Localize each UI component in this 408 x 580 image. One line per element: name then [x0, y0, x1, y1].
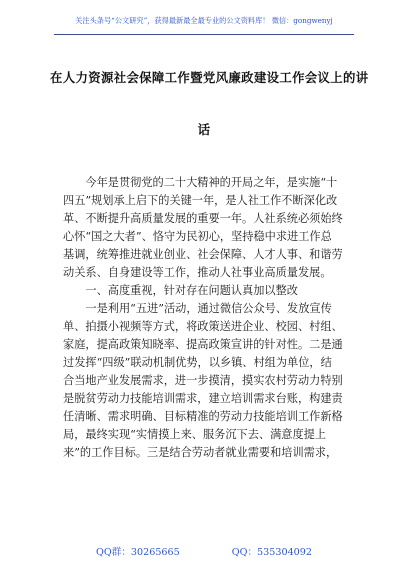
body-line: 局，最终实现“实情摸上来、服务沉下去、满意度提上: [63, 428, 327, 441]
section-heading: 一、高度重视，针对存在问题认真加以整改: [85, 284, 298, 297]
body-line: 革、不断提升高质量发展的重要一年。人社系统必须始终: [63, 212, 343, 225]
body-line: 四五”规划承上启下的关键一年，是人社工作不断深化改: [63, 194, 338, 207]
body-line: 基调，统筹推进就业创业、社会保障、人才人事、和谐劳: [63, 248, 343, 261]
body-line: 任清晰、需求明确、目标精准的劳动力技能培训工作新格: [63, 410, 343, 423]
body-line: 一是利用“五进”活动，通过微信公众号、发放宣传: [85, 302, 332, 315]
page-header: 关注头条号“公文研究”，获得最新最全最专业的公文资料库！ 微信：gongwenyj: [75, 16, 333, 25]
body-line: 过发挥“四级”联动机制优势，以乡镇、村组为单位，结: [63, 356, 332, 369]
document-title: 在人力资源社会保障工作暨党风廉政建设工作会议上的讲: [50, 70, 369, 85]
qq-contact: QQ：535304092: [231, 547, 312, 558]
body-line: 家庭，提高政策知晓率、提高政策宣讲的针对性。二是通: [63, 338, 343, 351]
header-divider: [54, 34, 354, 35]
document-body: [63, 174, 341, 462]
body-line: 动关系、自身建设等工作，推动人社事业高质量发展。: [63, 266, 332, 279]
body-line: 是脱贫劳动力技能培训需求，建立培训需求台账，构建责: [63, 392, 343, 405]
qq-group-contact: QQ群：30265665: [96, 547, 180, 558]
body-line: 单、拍摄小视频等方式，将政策送进企业、校园、村组、: [63, 320, 343, 333]
body-line: 心怀“国之大者”、恪守为民初心，坚持稳中求进工作总: [63, 230, 332, 243]
body-line: 合当地产业发展需求，进一步摸清，摸实农村劳动力特别: [63, 374, 343, 387]
body-line: 今年是贯彻党的二十大精神的开局之年，是实施“十: [85, 176, 338, 189]
body-line: 来”的工作目标。三是结合劳动者就业需要和培训需求，: [63, 446, 338, 459]
document-title-continuation: 话: [197, 122, 211, 137]
page-footer: [96, 547, 312, 559]
